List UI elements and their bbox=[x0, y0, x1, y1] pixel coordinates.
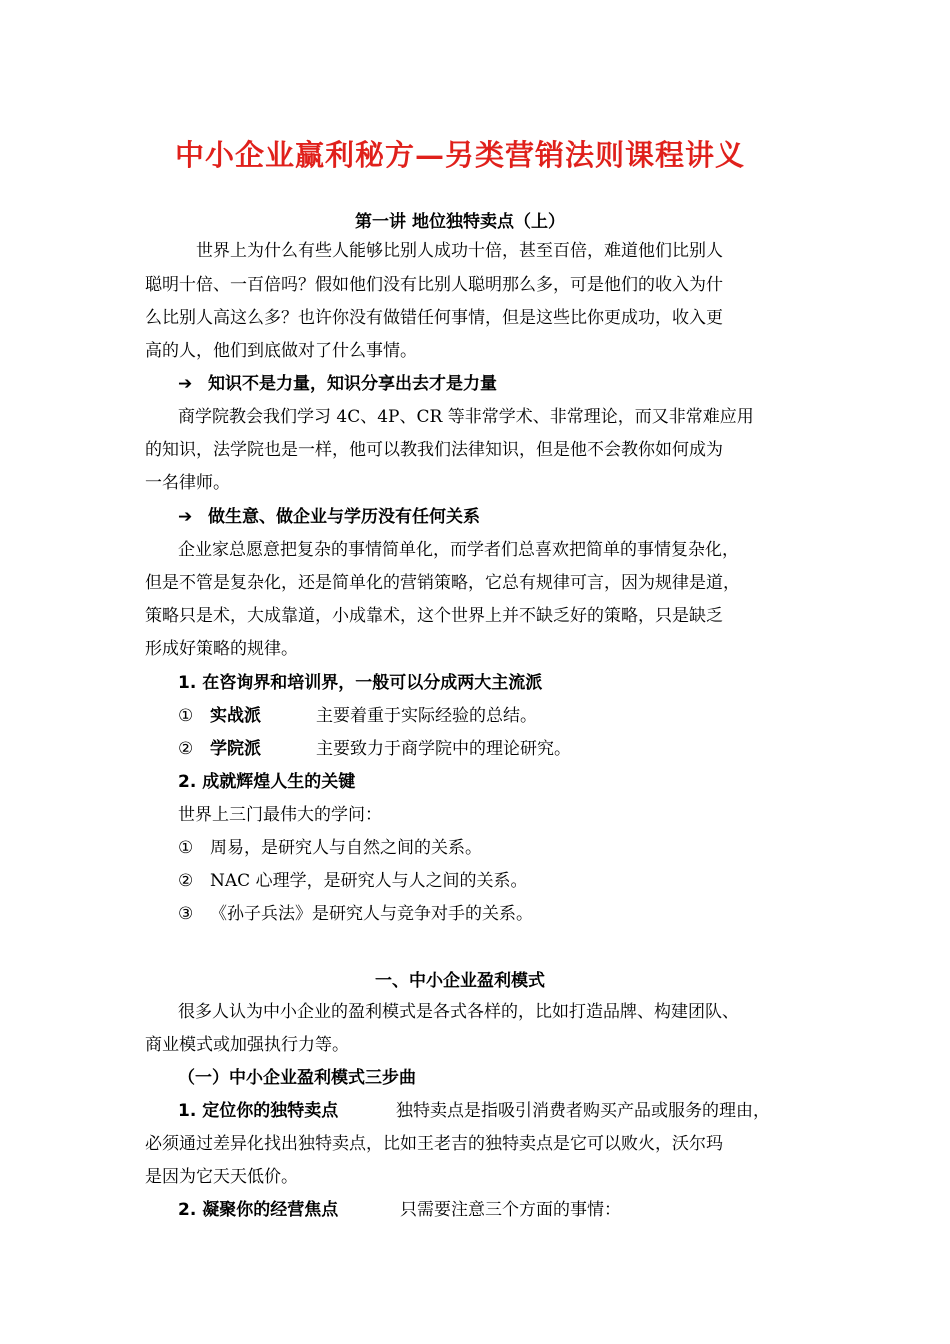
step-text: 独特卖点是指吸引消费者购买产品或服务的理由， bbox=[396, 1101, 770, 1121]
list-item bbox=[178, 835, 858, 861]
paragraph-line: 商业模式或加强执行力等。 bbox=[145, 1035, 349, 1055]
key-point bbox=[178, 371, 858, 397]
paragraph-line: 高的人，他们到底做对了什么事情。 bbox=[145, 341, 417, 361]
subsection-heading: （一）中小企业盈利模式三步曲 bbox=[178, 1068, 416, 1088]
key-point bbox=[178, 504, 858, 530]
paragraph-line: 但是不管是复杂化，还是简单化的营销策略，它总有规律可言，因为规律是道， bbox=[145, 573, 740, 593]
paragraph-line: 世界上三门最伟大的学问： bbox=[178, 805, 382, 825]
circled-number: ② bbox=[178, 739, 194, 759]
paragraph-line: 聪明十倍、一百倍吗？假如他们没有比别人聪明那么多，可是他们的收入为什 bbox=[145, 275, 723, 295]
circled-number: ① bbox=[178, 838, 194, 858]
arrow-right-icon: ➔ bbox=[178, 507, 193, 527]
school-desc: 主要致力于商学院中的理论研究。 bbox=[316, 739, 571, 759]
school-name: 学院派 bbox=[210, 739, 261, 759]
circled-number: ② bbox=[178, 871, 194, 891]
list-item-text: 《孙子兵法》是研究人与竞争对手的关系。 bbox=[210, 904, 533, 924]
paragraph-line: 的知识，法学院也是一样，他可以教我们法律知识，但是他不会教你如何成为 bbox=[145, 440, 723, 460]
paragraph-line: 很多人认为中小企业的盈利模式是各式各样的，比如打造品牌、构建团队、 bbox=[178, 1002, 739, 1022]
step-label: 1. 定位你的独特卖点 bbox=[178, 1101, 339, 1121]
paragraph-line: 是因为它天天低价。 bbox=[145, 1167, 298, 1187]
document-title: 中小企业赢利秘方—另类营销法则课程讲义 bbox=[174, 138, 745, 172]
circled-number: ③ bbox=[178, 904, 194, 924]
school-name: 实战派 bbox=[210, 706, 261, 726]
paragraph-line: 形成好策略的规律。 bbox=[145, 639, 298, 659]
list-item bbox=[178, 703, 858, 729]
paragraph-line: 企业家总愿意把复杂的事情简单化，而学者们总喜欢把简单的事情复杂化， bbox=[178, 540, 739, 560]
key-point-text: 做生意、做企业与学历没有任何关系 bbox=[208, 507, 480, 527]
paragraph-line: 世界上为什么有些人能够比别人成功十倍，甚至百倍，难道他们比别人 bbox=[196, 241, 723, 261]
section-heading: 一、中小企业盈利模式 bbox=[375, 971, 545, 991]
circled-number: ① bbox=[178, 706, 194, 726]
step-line bbox=[178, 1197, 858, 1223]
list-item-text: NAC 心理学，是研究人与人之间的关系。 bbox=[210, 871, 528, 891]
numbered-heading: 1. 在咨询界和培训界，一般可以分成两大主流派 bbox=[178, 673, 543, 693]
paragraph-line: 商学院教会我们学习 4C、4P、CR 等非常学术、非常理论，而又非常难应用 bbox=[178, 407, 754, 427]
step-label: 2. 凝聚你的经营焦点 bbox=[178, 1200, 339, 1220]
list-item bbox=[178, 736, 858, 762]
step-line bbox=[178, 1098, 858, 1124]
list-item bbox=[178, 901, 858, 927]
numbered-heading: 2. 成就辉煌人生的关键 bbox=[178, 772, 356, 792]
key-point-text: 知识不是力量，知识分享出去才是力量 bbox=[208, 374, 497, 394]
paragraph-line: 么比别人高这么多？也许你没有做错任何事情，但是这些比你更成功，收入更 bbox=[145, 308, 723, 328]
paragraph-line: 必须通过差异化找出独特卖点，比如王老吉的独特卖点是它可以败火，沃尔玛 bbox=[145, 1134, 723, 1154]
paragraph-line: 一名律师。 bbox=[145, 473, 230, 493]
paragraph-line: 策略只是术，大成靠道，小成靠术，这个世界上并不缺乏好的策略，只是缺乏 bbox=[145, 606, 723, 626]
list-item bbox=[178, 868, 858, 894]
arrow-right-icon: ➔ bbox=[178, 374, 193, 394]
lecture-heading: 第一讲 地位独特卖点（上） bbox=[355, 212, 565, 232]
step-text: 只需要注意三个方面的事情： bbox=[400, 1200, 621, 1220]
school-desc: 主要着重于实际经验的总结。 bbox=[316, 706, 537, 726]
list-item-text: 周易，是研究人与自然之间的关系。 bbox=[210, 838, 482, 858]
